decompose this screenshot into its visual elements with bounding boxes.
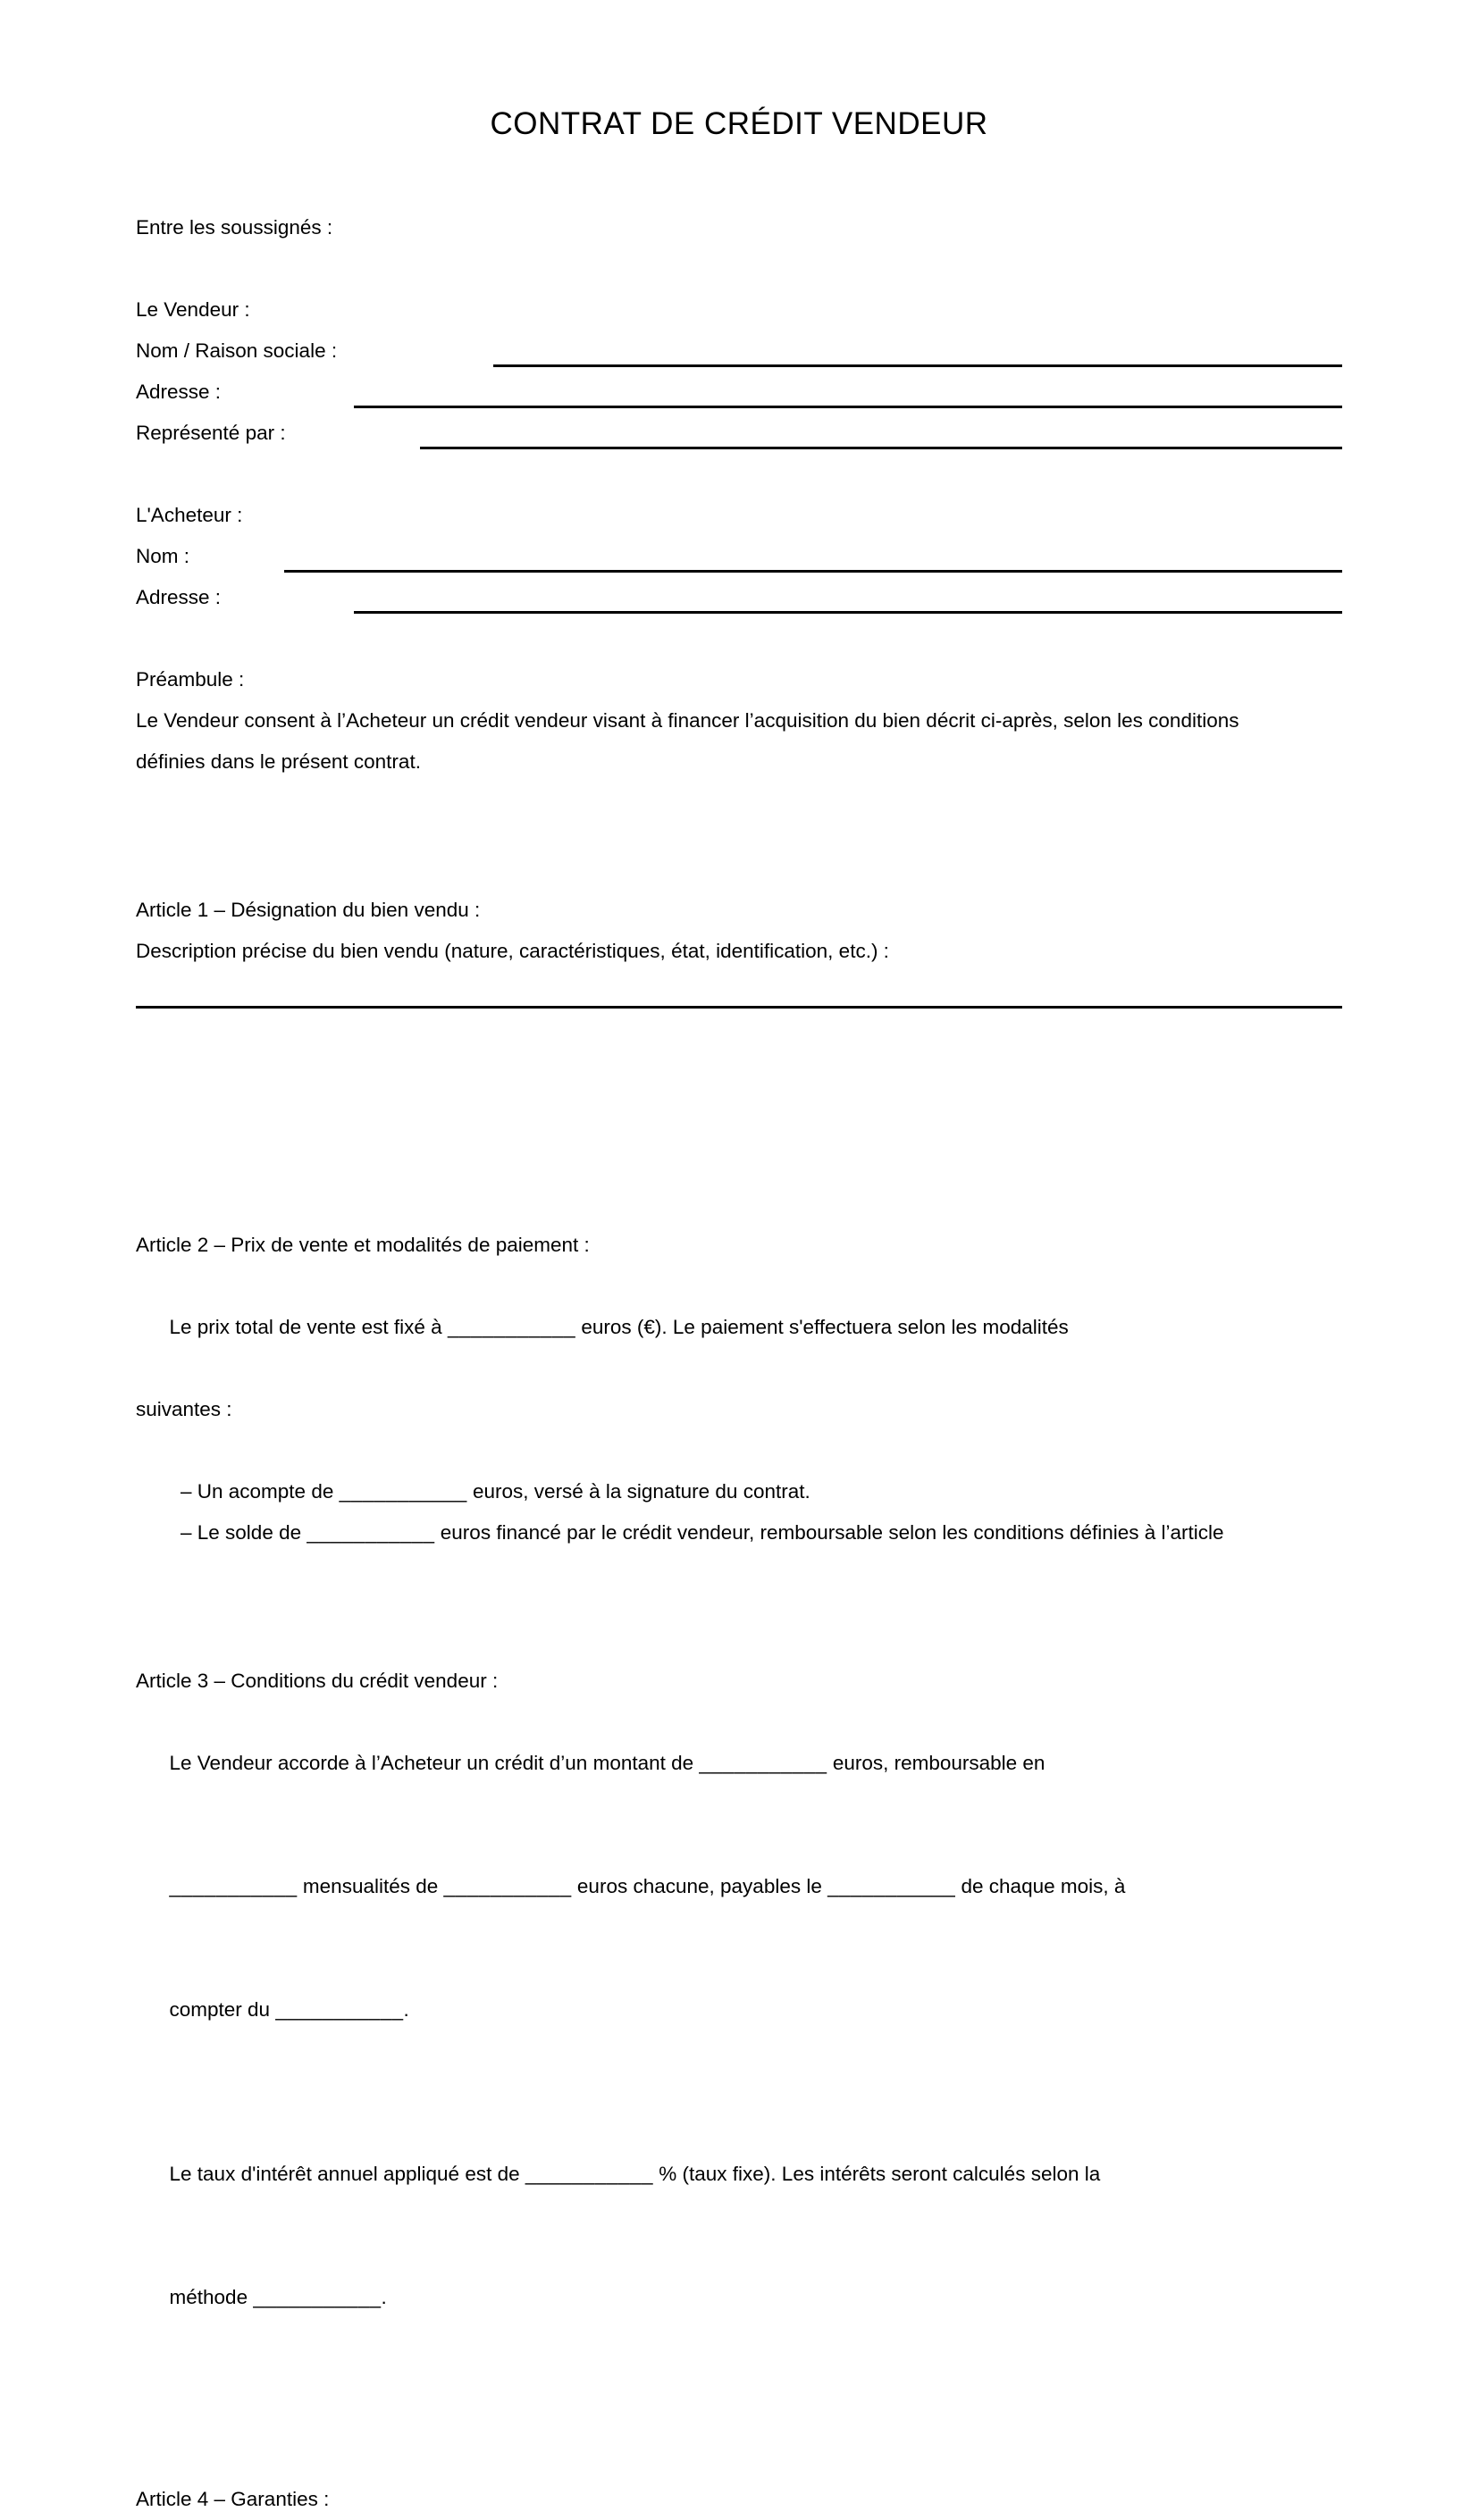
seller-address-row xyxy=(136,372,1342,413)
article2-price-blank[interactable]: ___________ xyxy=(447,1316,576,1338)
spacer xyxy=(136,248,1342,289)
article3-amount-blank[interactable]: ___________ xyxy=(699,1752,827,1774)
buyer-name-row xyxy=(136,536,1342,577)
article3-para1-line2 xyxy=(136,1825,1342,1948)
spacer xyxy=(136,783,1342,890)
buyer-name-rule[interactable] xyxy=(284,570,1342,573)
article2-intro-line2: suivantes : xyxy=(136,1398,232,1420)
article2-intro-part2: euros (€). Le paiement s'effectuera selon les modalités xyxy=(575,1316,1069,1338)
bullet2-part2: euros financé par le crédit vendeur, remboursable selon les conditions définies à l’article xyxy=(434,1521,1224,1544)
document-body xyxy=(136,207,1342,2520)
preamble-text: Le Vendeur consent à l’Acheteur un crédit vendeur visant à financer l’acquisition du bien décrit ci-après, selon les conditions définies dans le présent contrat. xyxy=(136,709,1239,773)
spacer xyxy=(136,618,1342,659)
spacer xyxy=(136,2441,1342,2479)
article3-p2a: Le taux d'intérêt annuel appliqué est de xyxy=(169,2163,525,2185)
buyer-name-label: Nom : xyxy=(136,545,190,567)
buyer-address-row xyxy=(136,577,1342,618)
seller-representative-rule[interactable] xyxy=(420,447,1342,449)
spacer xyxy=(136,1553,1342,1636)
article3-para1-line3 xyxy=(136,1948,1342,2072)
article2-intro-line1 xyxy=(136,1266,1342,1389)
article3-installment-amount-blank[interactable]: ___________ xyxy=(443,1875,572,1897)
article3-heading: Article 3 – Conditions du crédit vendeur : xyxy=(136,1670,499,1692)
article2-bullet-list xyxy=(136,1471,1342,1553)
spacer xyxy=(136,1430,1342,1471)
article3-p2e: . xyxy=(381,2286,387,2308)
article2-heading: Article 2 – Prix de vente et modalités de paiement : xyxy=(136,1234,590,1256)
article3-p1c: euros, remboursable en xyxy=(827,1752,1046,1774)
article3-p1e: euros chacune, payables le xyxy=(571,1875,828,1897)
article3-p2d: méthode xyxy=(169,2286,254,2308)
bullet1-blank[interactable]: ___________ xyxy=(339,1480,467,1503)
seller-address-label: Adresse : xyxy=(136,381,222,403)
bullet2-part1: – Le solde de xyxy=(181,1521,307,1544)
buyer-heading: L'Acheteur : xyxy=(136,504,243,526)
article3-para1-line1 xyxy=(136,1702,1342,1825)
seller-representative-row xyxy=(136,413,1342,454)
seller-heading: Le Vendeur : xyxy=(136,298,250,321)
buyer-address-label: Adresse : xyxy=(136,586,222,608)
article3-p1d: mensualités de xyxy=(297,1875,444,1897)
article1-heading: Article 1 – Désignation du bien vendu : xyxy=(136,899,481,921)
article3-method-blank[interactable]: ___________ xyxy=(253,2286,382,2308)
spacer xyxy=(136,2359,1342,2441)
bullet1-part1: – Un acompte de xyxy=(181,1480,340,1503)
spacer xyxy=(136,2072,1342,2113)
bullet2-blank[interactable]: ___________ xyxy=(307,1521,435,1544)
spacer xyxy=(136,1009,1342,1178)
list-item xyxy=(136,1512,1342,1553)
article3-start-date-blank[interactable]: ___________ xyxy=(275,1998,404,2021)
article2-intro-part1: Le prix total de vente est fixé à xyxy=(169,1316,448,1338)
buyer-address-rule[interactable] xyxy=(354,611,1342,614)
preamble-heading: Préambule : xyxy=(136,668,245,691)
article3-rate-blank[interactable]: ___________ xyxy=(525,2163,654,2185)
article3-p2c: % (taux fixe). Les intérêts seront calculés selon la xyxy=(653,2163,1101,2185)
spacer xyxy=(136,972,1342,1006)
article3-p1f: de chaque mois, à xyxy=(955,1875,1126,1897)
article4-heading: Article 4 – Garanties : xyxy=(136,2488,330,2510)
seller-representative-label: Représenté par : xyxy=(136,422,286,444)
spacer xyxy=(136,1636,1342,1661)
seller-name-row xyxy=(136,331,1342,372)
article3-installments-blank[interactable]: ___________ xyxy=(169,1875,298,1897)
article3-p1g: compter du xyxy=(169,1998,276,2021)
article3-para2-line1 xyxy=(136,2113,1342,2236)
spacer xyxy=(136,1178,1342,1225)
page-title: CONTRAT DE CRÉDIT VENDEUR xyxy=(490,106,988,141)
spacer xyxy=(136,454,1342,495)
article3-para2-line2 xyxy=(136,2236,1342,2359)
article3-p1a: Le Vendeur accorde à l’Acheteur un crédit d’un montant de xyxy=(169,1752,700,1774)
intro-line: Entre les soussignés : xyxy=(136,216,333,239)
article1-text: Description précise du bien vendu (nature, caractéristiques, état, identification, etc.) : xyxy=(136,940,889,962)
article3-payment-day-blank[interactable]: ___________ xyxy=(827,1875,956,1897)
seller-name-label: Nom / Raison sociale : xyxy=(136,339,338,362)
bullet1-part2: euros, versé à la signature du contrat. xyxy=(466,1480,810,1503)
seller-address-rule[interactable] xyxy=(354,406,1342,408)
list-item xyxy=(136,1471,1342,1512)
article1-description-rule[interactable] xyxy=(136,1006,1342,1009)
seller-name-rule[interactable] xyxy=(493,364,1342,367)
article3-p1h: . xyxy=(403,1998,409,2021)
